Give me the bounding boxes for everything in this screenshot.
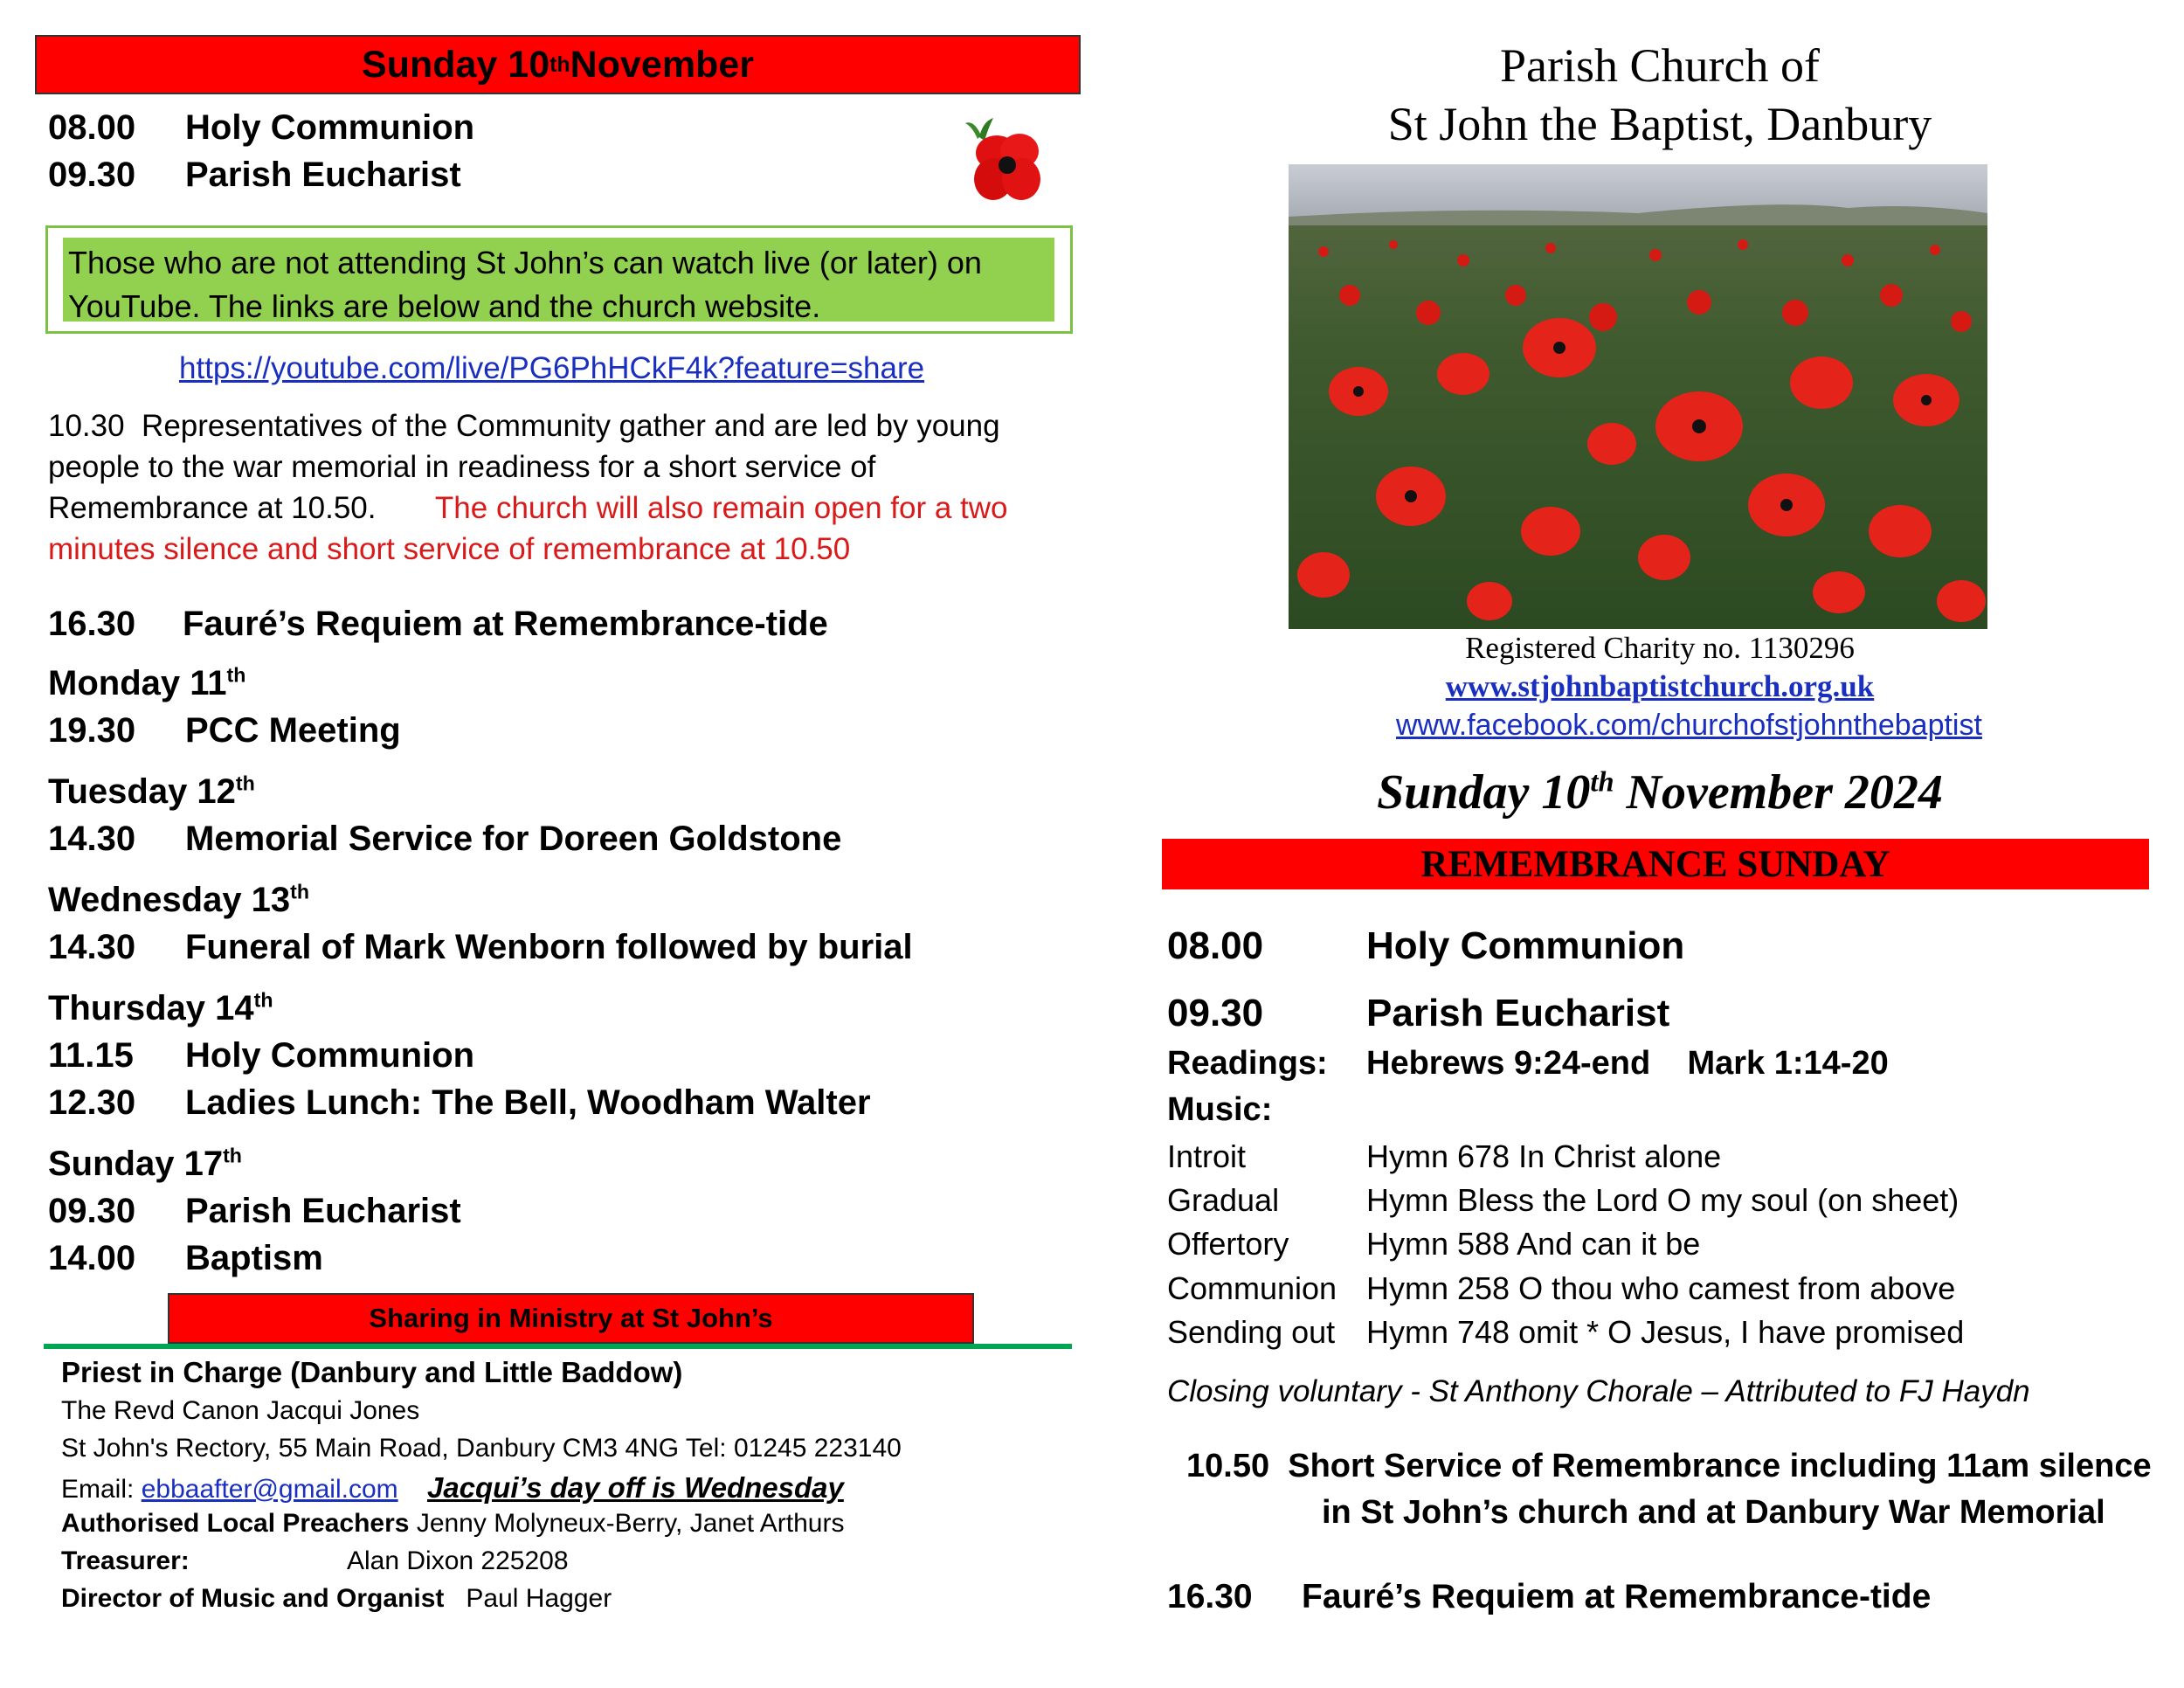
music-part: Gradual — [1167, 1182, 1280, 1218]
requiem-row — [48, 605, 828, 644]
service-row — [48, 928, 913, 967]
day-heading — [48, 664, 245, 703]
music-hymn: Hymn 258 O thou who camest from above — [1366, 1270, 1956, 1306]
email-link[interactable]: ebbaafter@gmail.com — [141, 1475, 398, 1504]
service-time: 09.30 — [1167, 992, 1264, 1034]
website-row — [1171, 669, 2149, 704]
rep-time: 10.30 — [48, 409, 125, 443]
day-label: Thursday 14 — [48, 989, 254, 1027]
treasurer-label: Treasurer: — [61, 1546, 190, 1575]
service-name: Parish Eucharist — [185, 1192, 461, 1230]
service-row — [48, 1083, 871, 1123]
music-hymn: Hymn 678 In Christ alone — [1366, 1138, 1722, 1174]
service-time: 09.30 — [48, 1192, 136, 1230]
service-time: 11.15 — [48, 1036, 134, 1075]
treasurer-name: Alan Dixon 225208 — [347, 1546, 569, 1575]
short-service-line2: in St John’s church and at Danbury War Memorial — [1322, 1494, 2105, 1531]
website-link[interactable]: www.stjohnbaptistchurch.org.uk — [1445, 669, 1875, 703]
short-service-line1 — [1186, 1443, 2152, 1490]
service-name: PCC Meeting — [185, 711, 401, 750]
sharing-ministry-banner: Sharing in Ministry at St John’s — [168, 1293, 974, 1344]
service-time: 14.00 — [48, 1239, 136, 1277]
service-row — [1167, 992, 1669, 1035]
music-part: Sending out — [1167, 1314, 1336, 1350]
closing-voluntary: Closing voluntary - St Anthony Chorale – Attributed to FJ Haydn — [1167, 1374, 2030, 1408]
short-service-time: 10.50 — [1186, 1448, 1270, 1484]
youtube-link[interactable]: https://youtube.com/live/PG6PhHCkF4k?feature=share — [179, 351, 925, 385]
service-time: 19.30 — [48, 711, 136, 750]
day-sup: th — [235, 771, 255, 795]
service-row — [48, 1192, 461, 1231]
service-date-title — [1171, 764, 2149, 820]
day-sup: th — [290, 880, 310, 903]
music-row — [1167, 1182, 1959, 1219]
readings-row — [1167, 1045, 1889, 1083]
service-row — [48, 711, 401, 751]
day-sup: th — [223, 1144, 242, 1167]
music-row — [1167, 1314, 1964, 1351]
priest-title: Priest in Charge (Danbury and Little Baddow) — [61, 1356, 683, 1388]
service-time: 12.30 — [48, 1083, 136, 1122]
music-director-label: Director of Music and Organist — [61, 1584, 445, 1613]
left-date-suffix: November — [570, 43, 754, 86]
big-date-suffix: November 2024 — [1614, 765, 1943, 820]
church-title-line2: St John the Baptist, Danbury — [1387, 98, 1932, 150]
service-name: Memorial Service for Doreen Goldstone — [185, 820, 842, 858]
music-hymn: Hymn 748 omit * O Jesus, I have promised — [1366, 1314, 1965, 1350]
short-service-text1: Short Service of Remembrance including 11am silence — [1288, 1448, 2152, 1484]
church-title — [1171, 37, 2149, 154]
reading-2: Mark 1:14-20 — [1687, 1045, 1889, 1082]
day-label: Monday 11 — [48, 664, 227, 702]
music-row — [1167, 1138, 1721, 1175]
day-label: Tuesday 12 — [48, 772, 236, 811]
service-time: 08.00 — [48, 108, 136, 147]
rectory-address: St John's Rectory, 55 Main Road, Danbury CM3 4NG Tel: 01245 223140 — [61, 1434, 902, 1463]
service-time: 16.30 — [1167, 1578, 1253, 1615]
left-date-prefix: Sunday 10 — [362, 43, 550, 86]
service-name: Holy Communion — [1366, 924, 1685, 967]
service-row — [48, 820, 841, 859]
service-name: Baptism — [185, 1239, 323, 1277]
charity-number: Registered Charity no. 1130296 — [1465, 631, 1855, 665]
service-row — [48, 156, 461, 195]
preachers-label: Authorised Local Preachers — [61, 1509, 410, 1538]
service-name: Parish Eucharist — [1366, 992, 1670, 1034]
service-name: Holy Communion — [185, 108, 475, 147]
facebook-link[interactable]: www.facebook.com/churchofstjohnthebaptist — [1396, 709, 1982, 742]
music-part: Offertory — [1167, 1226, 1289, 1262]
big-date-sup: th — [1590, 766, 1614, 799]
rep-text: Representatives of the Community gather and are led by young people to the war memorial in readiness for a short service of Remembrance at 10.50. — [48, 409, 1000, 525]
poppy-field-photo — [1289, 164, 1987, 629]
readings-label: Readings: — [1167, 1045, 1328, 1082]
representatives-paragraph — [48, 405, 1053, 570]
preachers-names: Jenny Molyneux-Berry, Janet Arthurs — [416, 1509, 845, 1538]
service-name: Funeral of Mark Wenborn followed by burial — [185, 928, 913, 966]
day-heading — [48, 881, 309, 920]
service-row — [48, 108, 474, 148]
music-part: Introit — [1167, 1138, 1247, 1174]
priest-name: The Revd Canon Jacqui Jones — [61, 1396, 420, 1425]
service-name: Holy Communion — [185, 1036, 475, 1075]
service-name: Fauré’s Requiem at Remembrance-tide — [1302, 1578, 1932, 1615]
music-hymn: Hymn Bless the Lord O my soul (on sheet) — [1366, 1182, 1959, 1218]
service-time: 16.30 — [48, 605, 136, 643]
service-name: Ladies Lunch: The Bell, Woodham Walter — [185, 1083, 871, 1122]
music-part: Communion — [1167, 1270, 1337, 1306]
short-service — [1186, 1443, 2152, 1536]
service-name: Parish Eucharist — [185, 156, 461, 194]
service-time: 14.30 — [48, 820, 136, 858]
music-row — [1167, 1270, 1955, 1307]
day-sup: th — [253, 988, 273, 1012]
preachers-row — [61, 1509, 844, 1539]
big-date-prefix: Sunday 10 — [1377, 765, 1591, 820]
music-director-name: Paul Hagger — [466, 1584, 612, 1613]
church-title-line1: Parish Church of — [1500, 39, 1820, 92]
service-time: 08.00 — [1167, 924, 1264, 967]
service-time: 14.30 — [48, 928, 136, 966]
music-director-row — [61, 1584, 612, 1614]
service-row — [48, 1036, 474, 1076]
rep-red-text: The church will also remain open for a two minutes silence and short service of remembrance at 10.50 — [48, 491, 1008, 566]
reading-1: Hebrews 9:24-end — [1366, 1045, 1651, 1082]
music-row — [1167, 1226, 1700, 1263]
email-label: Email: — [61, 1475, 135, 1504]
day-heading — [48, 772, 255, 812]
remembrance-sunday-banner: REMEMBRANCE SUNDAY — [1162, 839, 2149, 889]
email-row — [61, 1471, 844, 1505]
music-label: Music: — [1167, 1091, 1273, 1128]
day-label: Sunday 17 — [48, 1145, 224, 1183]
day-label: Wednesday 13 — [48, 881, 291, 919]
green-divider — [44, 1344, 1072, 1349]
service-row — [48, 1239, 323, 1278]
left-date-banner: Sunday 10 th November — [35, 35, 1081, 94]
service-name: Fauré’s Requiem at Remembrance-tide — [183, 605, 828, 643]
day-heading — [48, 1145, 242, 1184]
service-time: 09.30 — [48, 156, 136, 194]
day-heading — [48, 989, 273, 1028]
service-row — [1167, 924, 1684, 968]
requiem-row — [1167, 1578, 1931, 1616]
day-off-note: Jacqui’s day off is Wednesday — [426, 1471, 844, 1504]
day-sup: th — [226, 663, 246, 687]
youtube-notice-text: Those who are not attending St John’s can watch live (or later) on YouTube. The links are below and the church website. — [68, 245, 982, 324]
poppy-icon — [948, 111, 1070, 223]
music-hymn: Hymn 588 And can it be — [1366, 1226, 1701, 1262]
treasurer-row — [61, 1546, 569, 1576]
